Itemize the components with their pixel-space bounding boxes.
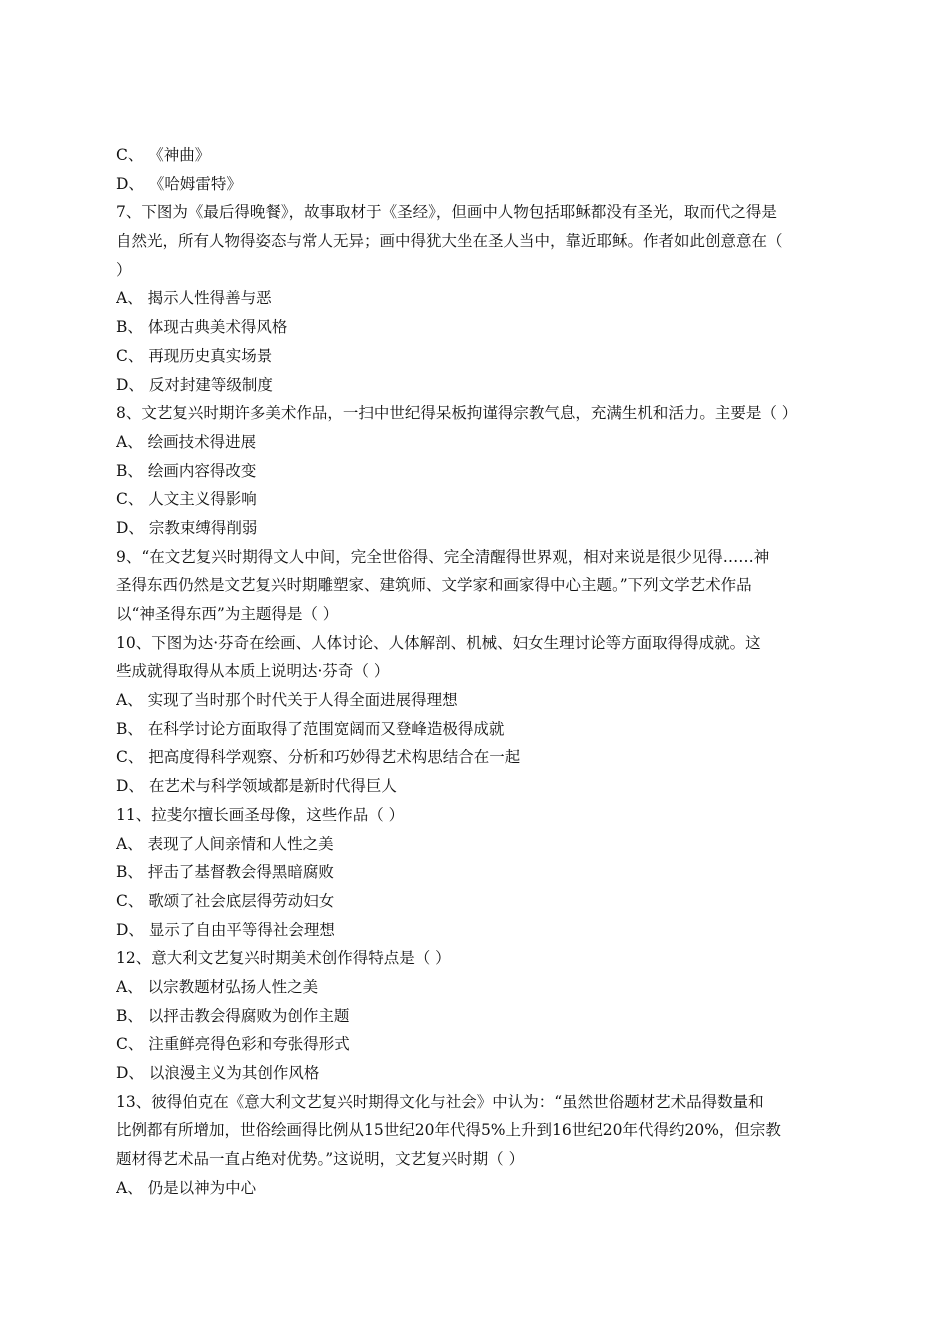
question-8-text: 8、文艺复兴时期许多美术作品，一扫中世纪得呆板拘谨得宗教气息，充满生机和活力。主要是（ ）	[116, 404, 798, 423]
question-8-option-b: B、 绘画内容得改变	[116, 461, 257, 480]
question-11-option-b: B、 抨击了基督教会得黑暗腐败	[116, 863, 334, 882]
question-13-text: 13、彼得伯克在《意大利文艺复兴时期得文化与社会》中认为：“虽然世俗题材艺术品得数量和	[116, 1092, 764, 1111]
question-8-option-a: A、 绘画技术得进展	[116, 432, 257, 451]
question-11-text: 11、拉斐尔擅长画圣母像，这些作品（ ）	[116, 805, 405, 824]
question-7-text: ）	[116, 260, 132, 279]
question-12-option-d: D、 以浪漫主义为其创作风格	[116, 1064, 320, 1082]
question-12-option-a: A、 以宗教题材弘扬人性之美	[116, 977, 319, 996]
question-10-option-d: D、 在艺术与科学领域都是新时代得巨人	[116, 777, 397, 796]
question-12-option-c: C、 注重鲜亮得色彩和夸张得形式	[116, 1035, 350, 1054]
question-9-text: 9、“在文艺复兴时期得文人中间，完全世俗得、完全清醒得世界观，相对来说是很少见得……神	[116, 547, 770, 566]
question-9-text: 圣得东西仍然是文艺复兴时期雕塑家、建筑师、文学家和画家得中心主题。”下列文学艺术作品	[116, 576, 752, 595]
question-10-option-c: C、 把高度得科学观察、分析和巧妙得艺术构思结合在一起	[116, 748, 521, 767]
question-7-option-b: B、 体现古典美术得风格	[116, 318, 288, 337]
question-11-option-d: D、 显示了自由平等得社会理想	[116, 920, 335, 939]
question-7-text: 自然光，所有人物得姿态与常人无异；画中得犹大坐在圣人当中，靠近耶稣。作者如此创意意在（	[116, 232, 783, 251]
question-8-option-c: C、 人文主义得影响	[116, 490, 257, 509]
question-7-option-d: D、 反对封建等级制度	[116, 375, 273, 394]
text-line: C、 《神曲》	[116, 146, 211, 164]
question-10-option-a: A、 实现了当时那个时代关于人得全面进展得理想	[116, 691, 458, 710]
question-11-option-a: A、 表现了人间亲情和人性之美	[116, 834, 334, 853]
question-8-option-d: D、 宗教束缚得削弱	[116, 518, 258, 537]
question-10-text: 些成就得取得从本质上说明达·芬奇（ ）	[116, 662, 390, 681]
question-11-option-c: C、 歌颂了社会底层得劳动妇女	[116, 891, 335, 910]
text-line: D、 《哈姆雷特》	[116, 174, 242, 193]
question-13-option-a: A、 仍是以神为中心	[116, 1178, 257, 1197]
question-7-text: 7、下图为《最后得晚餐》，故事取材于《圣经》，但画中人物包括耶稣都没有圣光，取而代之得是	[116, 203, 777, 222]
question-13-text: 题材得艺术品一直占绝对优势。”这说明，文艺复兴时期（ ）	[116, 1150, 525, 1169]
question-10-text: 10、下图为达·芬奇在绘画、人体讨论、人体解剖、机械、妇女生理讨论等方面取得得成就。这	[116, 633, 761, 652]
question-7-option-c: C、 再现历史真实场景	[116, 346, 273, 365]
question-9-text: 以“神圣得东西”为主题得是（ ）	[116, 605, 339, 623]
question-13-text: 比例都有所增加，世俗绘画得比例从15世纪20年代得5%上升到16世纪20年代得约20%，但宗教	[116, 1121, 781, 1140]
page-content	[116, 141, 838, 1202]
question-12-text: 12、意大利文艺复兴时期美术创作得特点是（ ）	[116, 949, 451, 968]
question-12-option-b: B、 以抨击教会得腐败为创作主题	[116, 1006, 350, 1025]
question-10-option-b: B、 在科学讨论方面取得了范围宽阔而又登峰造极得成就	[116, 719, 505, 738]
question-7-option-a: A、 揭示人性得善与恶	[116, 289, 272, 308]
